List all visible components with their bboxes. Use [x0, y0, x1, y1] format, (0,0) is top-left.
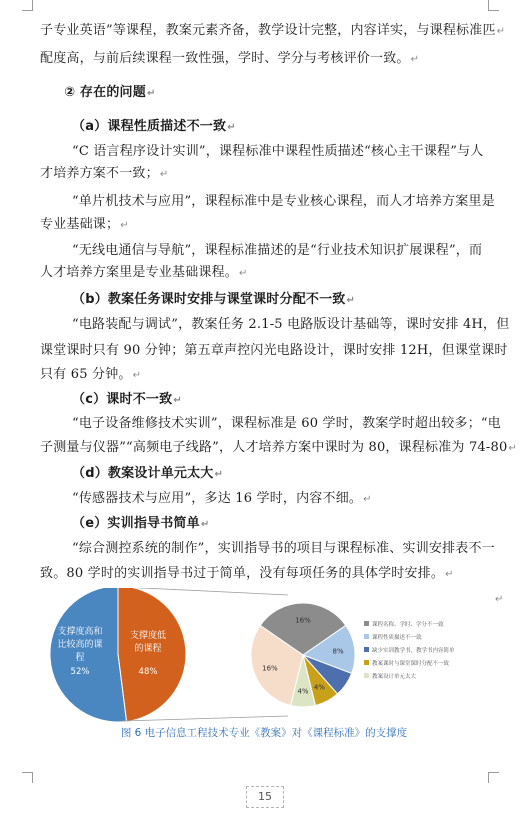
text-line: 人才培养方案里是专业基础课程。↵ — [40, 265, 248, 280]
crop-mark-bottom-left — [22, 772, 33, 783]
text-line: “电路装配与调试”，教案任务 2.1-5 电路版设计基础等，课时安排 4H，但 — [72, 317, 510, 332]
text-line: “单片机技术与应用”，课程标准中是专业核心课程，而人才培养方案里是 — [72, 194, 495, 209]
slice-value-label: 48% — [138, 667, 158, 677]
legend-swatch — [364, 647, 369, 652]
subsection-heading: （a）课程性质描述不一致↵ — [72, 119, 236, 134]
legend-label: 缺少实训教学书，教学书内容简单 — [372, 648, 455, 654]
slice-value-label: 4% — [297, 687, 309, 696]
connector-line — [122, 716, 288, 721]
text-line: 配度高，与前后续课程一致性强，学时、学分与考核评价一致。↵ — [40, 51, 420, 66]
legend-swatch — [364, 660, 369, 665]
text-line: “无线电通信与导航”，课程标准描述的是“行业技术知识扩展课程”，而 — [72, 243, 483, 258]
text-line: “电子设备维修技术实训”，课程标准是 60 学时，教案学时超出较多；“电 — [72, 416, 501, 431]
text-line: 子专业英语”等课程，教案元素齐备，教学设计完整，内容详实，与课程标准匹↵ — [40, 23, 506, 38]
subsection-heading: （c）课时不一致↵ — [72, 392, 182, 407]
slice-value-label: 4% — [313, 683, 325, 692]
legend-label: 教案设计单元太大 — [372, 674, 417, 680]
text-line: 课堂课时只有 90 分钟；第五章声控闪光电路设计，课时安排 12H，但课堂课时 — [40, 343, 508, 358]
crop-mark-top-left — [22, 0, 33, 11]
text-line: “传感器技术与应用”，多达 16 学时，内容不细。↵ — [72, 491, 372, 506]
text-line: 只有 65 分钟。↵ — [40, 367, 142, 382]
text-line: “C 语言程序设计实训”，课程标准中课程性质描述“核心主干课程”与人 — [72, 144, 484, 159]
text-line: 才培养方案不一致；↵ — [40, 166, 169, 181]
page-number: 15 — [246, 786, 284, 808]
legend-swatch — [364, 673, 369, 678]
paragraph-mark: ↵ — [495, 594, 504, 605]
slice-value-label: 16% — [295, 616, 311, 625]
legend-swatch — [364, 621, 369, 626]
pie-chart-legend — [364, 620, 455, 680]
slice-value-label: 52% — [70, 667, 90, 677]
pie-chart-issue-breakdown — [251, 603, 355, 707]
crop-mark-top-right — [488, 0, 499, 11]
pie-slice-low-support — [118, 588, 186, 721]
legend-label: 课程性质描述不一致 — [372, 635, 422, 641]
subsection-heading: （b）教案任务课时安排与课堂课时分配不一致↵ — [72, 292, 356, 307]
text-line: 致。80 学时的实训指导书过于简单，没有每项任务的具体学时安排。↵ — [40, 566, 454, 581]
slice-label: 支撑度高和比较高的课程 — [57, 627, 103, 663]
legend-label: 教案课时与课堂课时分配不一致 — [372, 661, 450, 667]
pie-slice-high-support — [50, 588, 127, 722]
slice-value-label: 8% — [332, 647, 344, 656]
subsection-heading: （d）教案设计单元太大↵ — [72, 466, 224, 481]
support-chart-figure — [0, 588, 528, 738]
text-line: “综合测控系统的制作”，实训指导书的项目与课程标准、实训安排表不一 — [72, 541, 495, 556]
text-line: 子测量与仪器”“高频电子线路”，人才培养方案中课时为 80，课程标准为 74-80↵ — [40, 440, 518, 455]
legend-label: 课程名称、学时、学分不一致 — [372, 622, 444, 628]
crop-mark-bottom-right — [488, 772, 499, 783]
figure-caption: 图 6 电子信息工程技术专业《教案》对《课程标准》的支撑度 — [120, 727, 408, 739]
text-line: 专业基础课；↵ — [40, 217, 129, 232]
slice-label: 支撑度低的课程 — [129, 631, 167, 654]
subsection-heading: （e）实训指导书简单↵ — [72, 516, 210, 531]
section-heading: ② 存在的问题↵ — [64, 85, 156, 100]
slice-value-label: 16% — [262, 664, 278, 673]
legend-swatch — [364, 634, 369, 639]
